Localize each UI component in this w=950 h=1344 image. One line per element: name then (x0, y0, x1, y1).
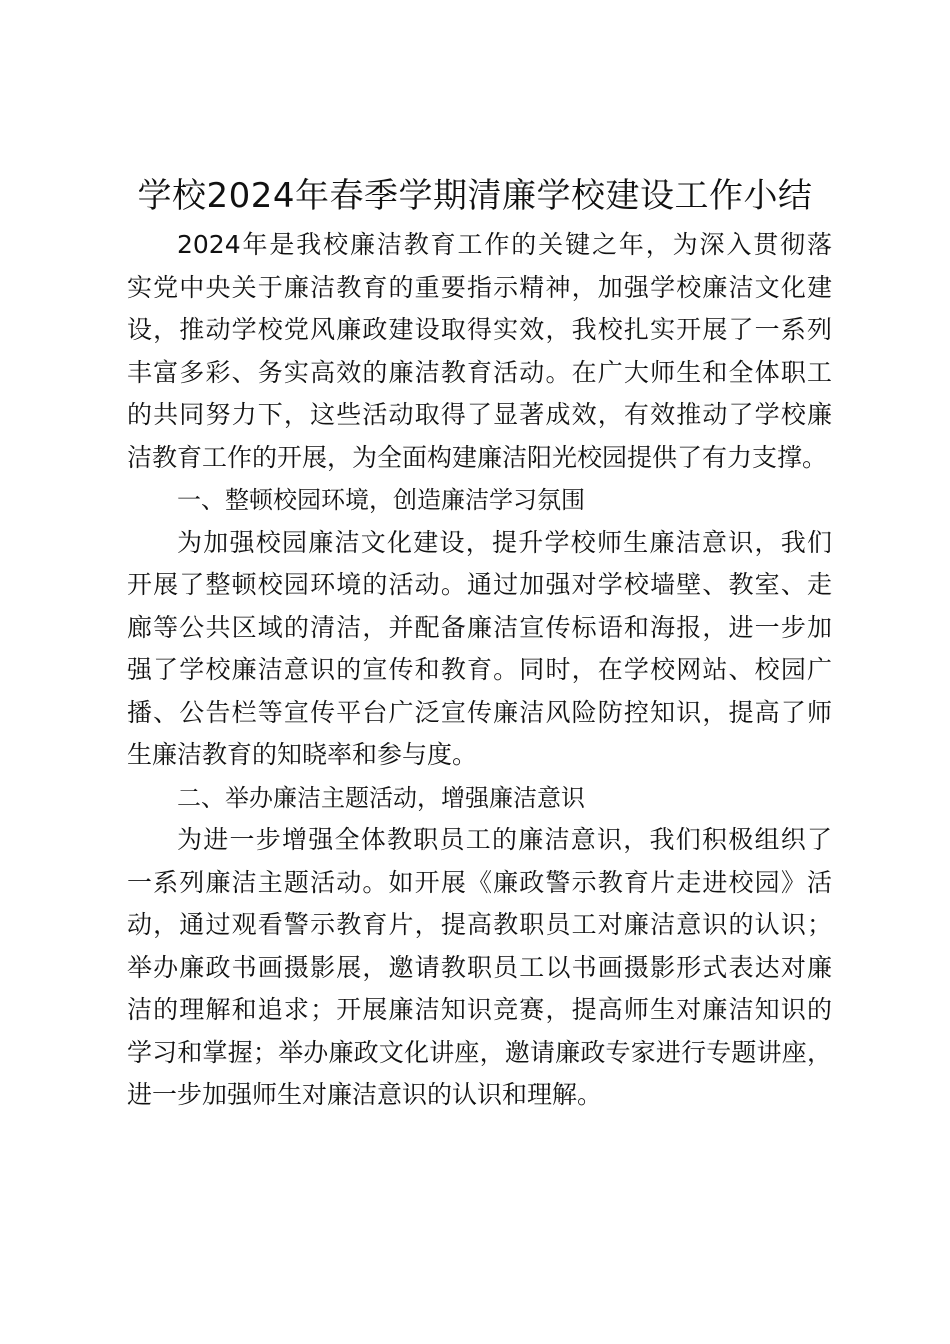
paragraph-section-1 (127, 522, 832, 777)
section-heading-2: 二、举办廉洁主题活动，增强廉洁意识 (177, 783, 585, 812)
paragraph-line: 举办廉政书画摄影展，邀请教职员工以书画摄影形式表达对廉 (127, 952, 832, 982)
paragraph-line: 开展了整顿校园环境的活动。通过加强对学校墙壁、教室、走 (127, 570, 832, 599)
paragraph-line: 实党中央关于廉洁教育的重要指示精神，加强学校廉洁文化建 (127, 272, 832, 302)
paragraph-line: 播、公告栏等宣传平台广泛宣传廉洁风险防控知识，提高了师 (127, 697, 832, 727)
paragraph-intro (127, 224, 832, 479)
paragraph-line: 学习和掌握；举办廉政文化讲座，邀请廉政专家进行专题讲座， (127, 1037, 832, 1067)
paragraph-line: 2024年是我校廉洁教育工作的关键之年，为深入贯彻落 (177, 230, 832, 259)
document-body (127, 224, 832, 1117)
paragraph-line: 进一步加强师生对廉洁意识的认识和理解。 (127, 1080, 603, 1109)
paragraph-line: 洁的理解和追求；开展廉洁知识竞赛，提高师生对廉洁知识的 (127, 995, 832, 1024)
paragraph-line: 强了学校廉洁意识的宣传和教育。同时，在学校网站、校园广 (127, 655, 832, 684)
section-heading-1: 一、整顿校园环境，创造廉洁学习氛围 (177, 486, 585, 514)
paragraph-line: 为加强校园廉洁文化建设，提升学校师生廉洁意识，我们 (177, 527, 832, 557)
paragraph-line: 设，推动学校党风廉政建设取得实效，我校扎实开展了一系列 (127, 315, 832, 344)
paragraph-line: 的共同努力下，这些活动取得了显著成效，有效推动了学校廉 (127, 400, 832, 429)
paragraph-line: 动，通过观看警示教育片，提高教职员工对廉洁意识的认识； (127, 910, 832, 939)
paragraph-line: 一系列廉洁主题活动。如开展《廉政警示教育片走进校园》活 (127, 867, 832, 897)
paragraph-line: 为进一步增强全体教职员工的廉洁意识，我们积极组织了 (177, 825, 832, 854)
paragraph-line: 洁教育工作的开展，为全面构建廉洁阳光校园提供了有力支撑。 (127, 442, 828, 472)
paragraph-section-2 (127, 819, 832, 1117)
paragraph-line: 丰富多彩、务实高效的廉洁教育活动。在广大师生和全体职工 (127, 357, 832, 387)
paragraph-line: 廊等公共区域的清洁，并配备廉洁宣传标语和海报，进一步加 (127, 612, 832, 642)
document-title: 学校2024年春季学期清廉学校建设工作小结 (137, 176, 813, 216)
paragraph-line: 生廉洁教育的知晓率和参与度。 (127, 740, 478, 769)
